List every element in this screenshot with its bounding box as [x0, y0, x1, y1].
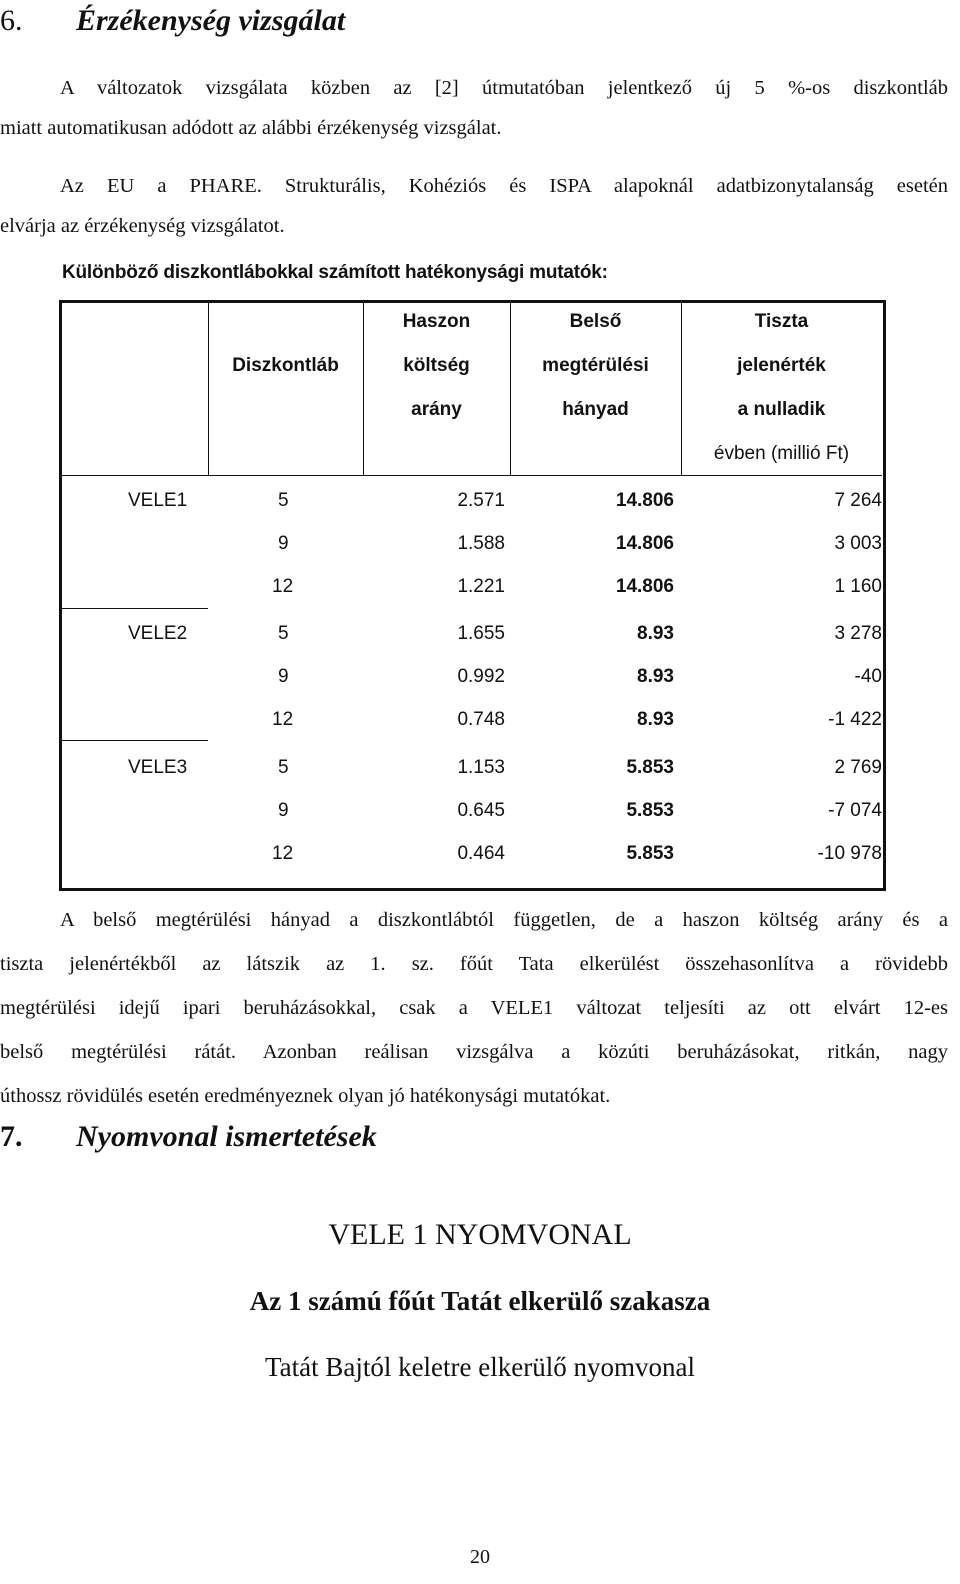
section-title: Érzékenység vizsgálat: [76, 4, 346, 37]
cell-discount: 5: [278, 623, 289, 644]
group-name: VELE2: [128, 623, 188, 644]
header-bc-ratio: arány: [411, 399, 462, 420]
route-subtitle: Az 1 számú főút Tatát elkerülő szakasza: [249, 1286, 711, 1316]
header-irr: Belső: [569, 311, 622, 332]
header-npv: évben (millió Ft): [713, 443, 850, 464]
cell-discount: 9: [278, 666, 289, 687]
cell-npv: 1 160: [834, 576, 882, 597]
cell-irr: 8.93: [637, 666, 674, 687]
header-bc-ratio: Haszon: [402, 311, 471, 332]
conclusion-line: tiszta jelenértékből az látszik az 1. sz. főút Tata elkerülést összehasonlítva a rövidebb: [0, 953, 948, 975]
cell-bc-ratio: 0.992: [457, 666, 505, 687]
cell-discount: 12: [272, 709, 294, 730]
route-title: VELE 1 NYOMVONAL: [328, 1218, 632, 1251]
group-name: VELE3: [128, 757, 188, 778]
section-title: Nyomvonal ismertetések: [76, 1120, 377, 1153]
table-divider: [208, 303, 209, 475]
conclusion-line: úthossz rövidülés esetén eredményeznek olyan jó hatékonysági mutatókat.: [0, 1085, 611, 1107]
cell-irr: 14.806: [615, 576, 674, 597]
cell-bc-ratio: 1.655: [457, 623, 505, 644]
section-number: 6.: [0, 4, 23, 37]
conclusion-line: A belső megtérülési hányad a diszkontlábtól független, de a haszon költség arány és a: [60, 909, 948, 931]
intro-line: A változatok vizsgálata közben az [2] útmutatóban jelentkező új 5 %-os diszkontláb: [60, 77, 948, 99]
header-npv: jelenérték: [737, 355, 826, 376]
cell-irr: 14.806: [615, 533, 674, 554]
cell-bc-ratio: 0.464: [457, 843, 505, 864]
intro-line: miatt automatikusan adódott az alábbi érzékenység vizsgálat.: [0, 117, 502, 139]
table-divider: [62, 475, 882, 476]
cell-npv: 3 278: [834, 623, 882, 644]
table-caption: Különböző diszkontlábokkal számított hatékonysági mutatók:: [62, 262, 608, 283]
cell-irr: 5.853: [626, 843, 674, 864]
cell-npv: -10 978: [817, 843, 882, 864]
cell-npv: -7 074: [828, 800, 882, 821]
table-divider: [62, 740, 208, 741]
route-description: Tatát Bajtól keletre elkerülő nyomvonal: [265, 1352, 695, 1382]
cell-irr: 5.853: [626, 757, 674, 778]
cell-discount: 5: [278, 757, 289, 778]
cell-discount: 12: [272, 843, 294, 864]
cell-irr: 14.806: [615, 490, 674, 511]
table-divider: [62, 608, 208, 609]
cell-irr: 8.93: [637, 623, 674, 644]
cell-irr: 8.93: [637, 709, 674, 730]
header-irr: hányad: [562, 399, 629, 420]
intro-line: elvárja az érzékenység vizsgálatot.: [0, 215, 285, 237]
conclusion-line: megtérülési idejű ipari beruházásokkal, csak a VELE1 változat teljesíti az ott elvárt 12-es: [0, 997, 948, 1019]
cell-bc-ratio: 0.645: [457, 800, 505, 821]
intro-line: Az EU a PHARE. Strukturális, Kohéziós és ISPA alapoknál adatbizonytalanság esetén: [60, 175, 948, 197]
conclusion-line: belső megtérülési rátát. Azonban reálisan vizsgálva a közúti beruházásokat, ritkán, nagy: [0, 1041, 948, 1063]
cell-bc-ratio: 2.571: [457, 490, 505, 511]
section-6-heading: [0, 4, 345, 38]
header-npv: Tiszta: [754, 311, 809, 332]
group-name: VELE1: [128, 490, 188, 511]
cell-discount: 9: [278, 533, 289, 554]
header-discount: Diszkontláb: [232, 355, 339, 376]
cell-npv: -40: [854, 666, 882, 687]
cell-npv: 3 003: [834, 533, 882, 554]
cell-irr: 5.853: [626, 800, 674, 821]
cell-bc-ratio: 0.748: [457, 709, 505, 730]
cell-discount: 12: [272, 576, 294, 597]
cell-npv: 2 769: [834, 757, 882, 778]
page-number: 20: [470, 1546, 490, 1568]
cell-discount: 9: [278, 800, 289, 821]
header-npv: a nulladik: [737, 399, 826, 420]
efficiency-table: [59, 300, 886, 891]
section-7-heading: [0, 1120, 377, 1154]
header-bc-ratio: költség: [403, 355, 470, 376]
cell-bc-ratio: 1.588: [457, 533, 505, 554]
cell-bc-ratio: 1.153: [457, 757, 505, 778]
header-irr: megtérülési: [542, 355, 649, 376]
cell-npv: -1 422: [828, 709, 882, 730]
cell-npv: 7 264: [834, 490, 882, 511]
cell-discount: 5: [278, 490, 289, 511]
section-number: 7.: [0, 1120, 23, 1153]
cell-bc-ratio: 1.221: [457, 576, 505, 597]
